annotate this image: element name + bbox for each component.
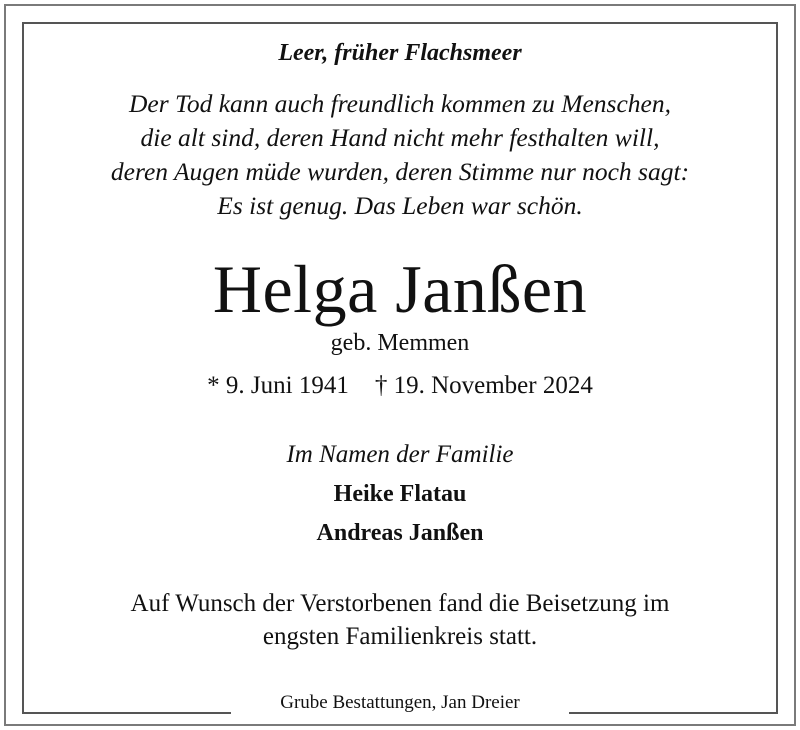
place-heading: Leer, früher Flachsmeer [278, 40, 522, 66]
poem-line: Es ist genug. Das Leben war schön. [217, 191, 583, 220]
burial-note-line: Auf Wunsch der Verstorbenen fand die Beisetzung im [130, 590, 670, 617]
death-date: † 19. November 2024 [374, 372, 593, 399]
poem-line: deren Augen müde wurden, deren Stimme nur noch sagt: [110, 157, 690, 186]
frame-bottom-right [569, 712, 778, 714]
funeral-home-credit: Grube Bestattungen, Jan Dreier [280, 692, 520, 713]
frame-bottom-left [22, 712, 231, 714]
family-intro: Im Namen der Familie [286, 441, 514, 468]
family-member: Heike Flatau [333, 481, 467, 507]
life-dates [0, 372, 800, 400]
maiden-name: geb. Memmen [330, 330, 470, 356]
deceased-name: Helga Janßen [212, 251, 588, 327]
burial-note-line: engsten Familienkreis statt. [262, 623, 538, 650]
birth-date: * 9. Juni 1941 [207, 372, 349, 399]
poem-line: Der Tod kann auch freundlich kommen zu Menschen, [128, 89, 671, 118]
poem-line: die alt sind, deren Hand nicht mehr festhalten will, [140, 123, 660, 152]
family-member: Andreas Janßen [316, 520, 484, 546]
